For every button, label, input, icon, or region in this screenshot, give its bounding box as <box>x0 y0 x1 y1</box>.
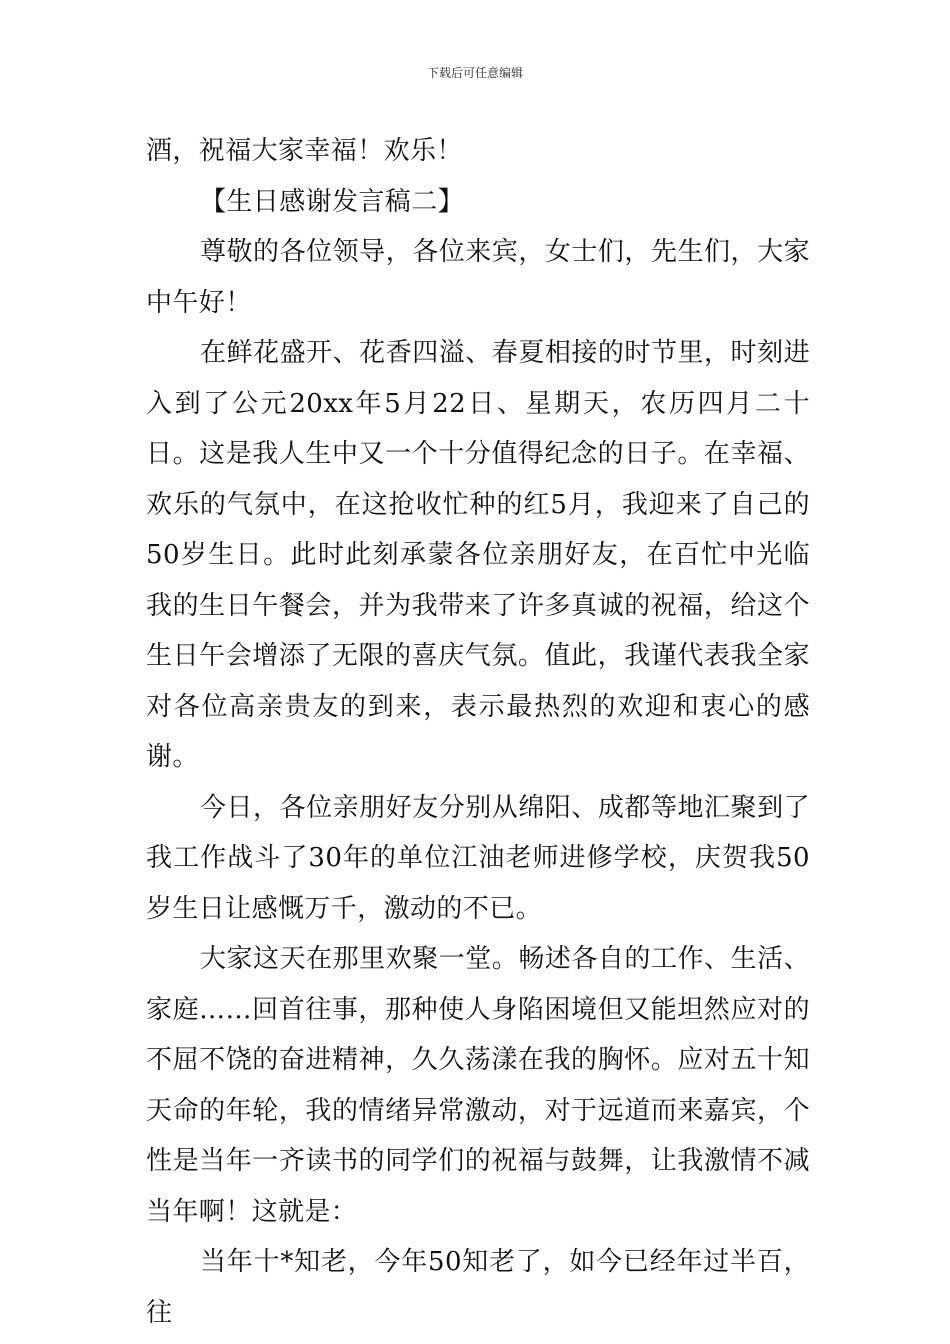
document-body <box>146 126 810 1338</box>
paragraph-gathering: 今日，各位亲朋好友分别从绵阳、成都等地汇聚到了我工作战斗了30年的单位江油老师进修学校，庆贺我50岁生日让感慨万千，激动的不已。 <box>146 792 810 924</box>
paragraph-closing-line: 酒，祝福大家幸福！欢乐！ <box>146 136 463 166</box>
paragraph-continuation: 当年十*知老，今年50知老了，如今已经年过半百，往 <box>146 1247 810 1328</box>
header-note: 下载后可任意编辑 <box>426 66 523 80</box>
paragraph-reflection: 大家这天在那里欢聚一堂。畅述各自的工作、生活、家庭……回首往事，那种使人身陷困境但又能坦然应对的不屈不饶的奋进精神，久久荡漾在我的胸怀。应对五十知天命的年轮，我的情绪异常激动，对于远道而来嘉宾，个性是当年一齐读书的同学们的祝福与鼓舞，让我激情不减当年啊！这就是： <box>146 944 810 1227</box>
section-heading: 【生日感谢发言稿二】 <box>200 186 465 217</box>
paragraph-occasion: 在鲜花盛开、花香四溢、春夏相接的时节里，时刻进入到了公元20xx年5月22日、星期天，农历四月二十日。这是我人生中又一个十分值得纪念的日子。在幸福、欢乐的气氛中，在这抢收忙种的红5月，我迎来了自己的50岁生日。此时此刻承蒙各位亲朋好友，在百忙中光临我的生日午餐会，并为我带来了许多真诚的祝福，给这个生日午会增添了无限的喜庆气氛。值此，我谨代表我全家对各位高亲贵友的到来，表示最热烈的欢迎和衷心的感谢。 <box>146 338 810 772</box>
paragraph-greeting: 尊敬的各位领导，各位来宾，女士们，先生们，大家中午好！ <box>146 237 810 318</box>
